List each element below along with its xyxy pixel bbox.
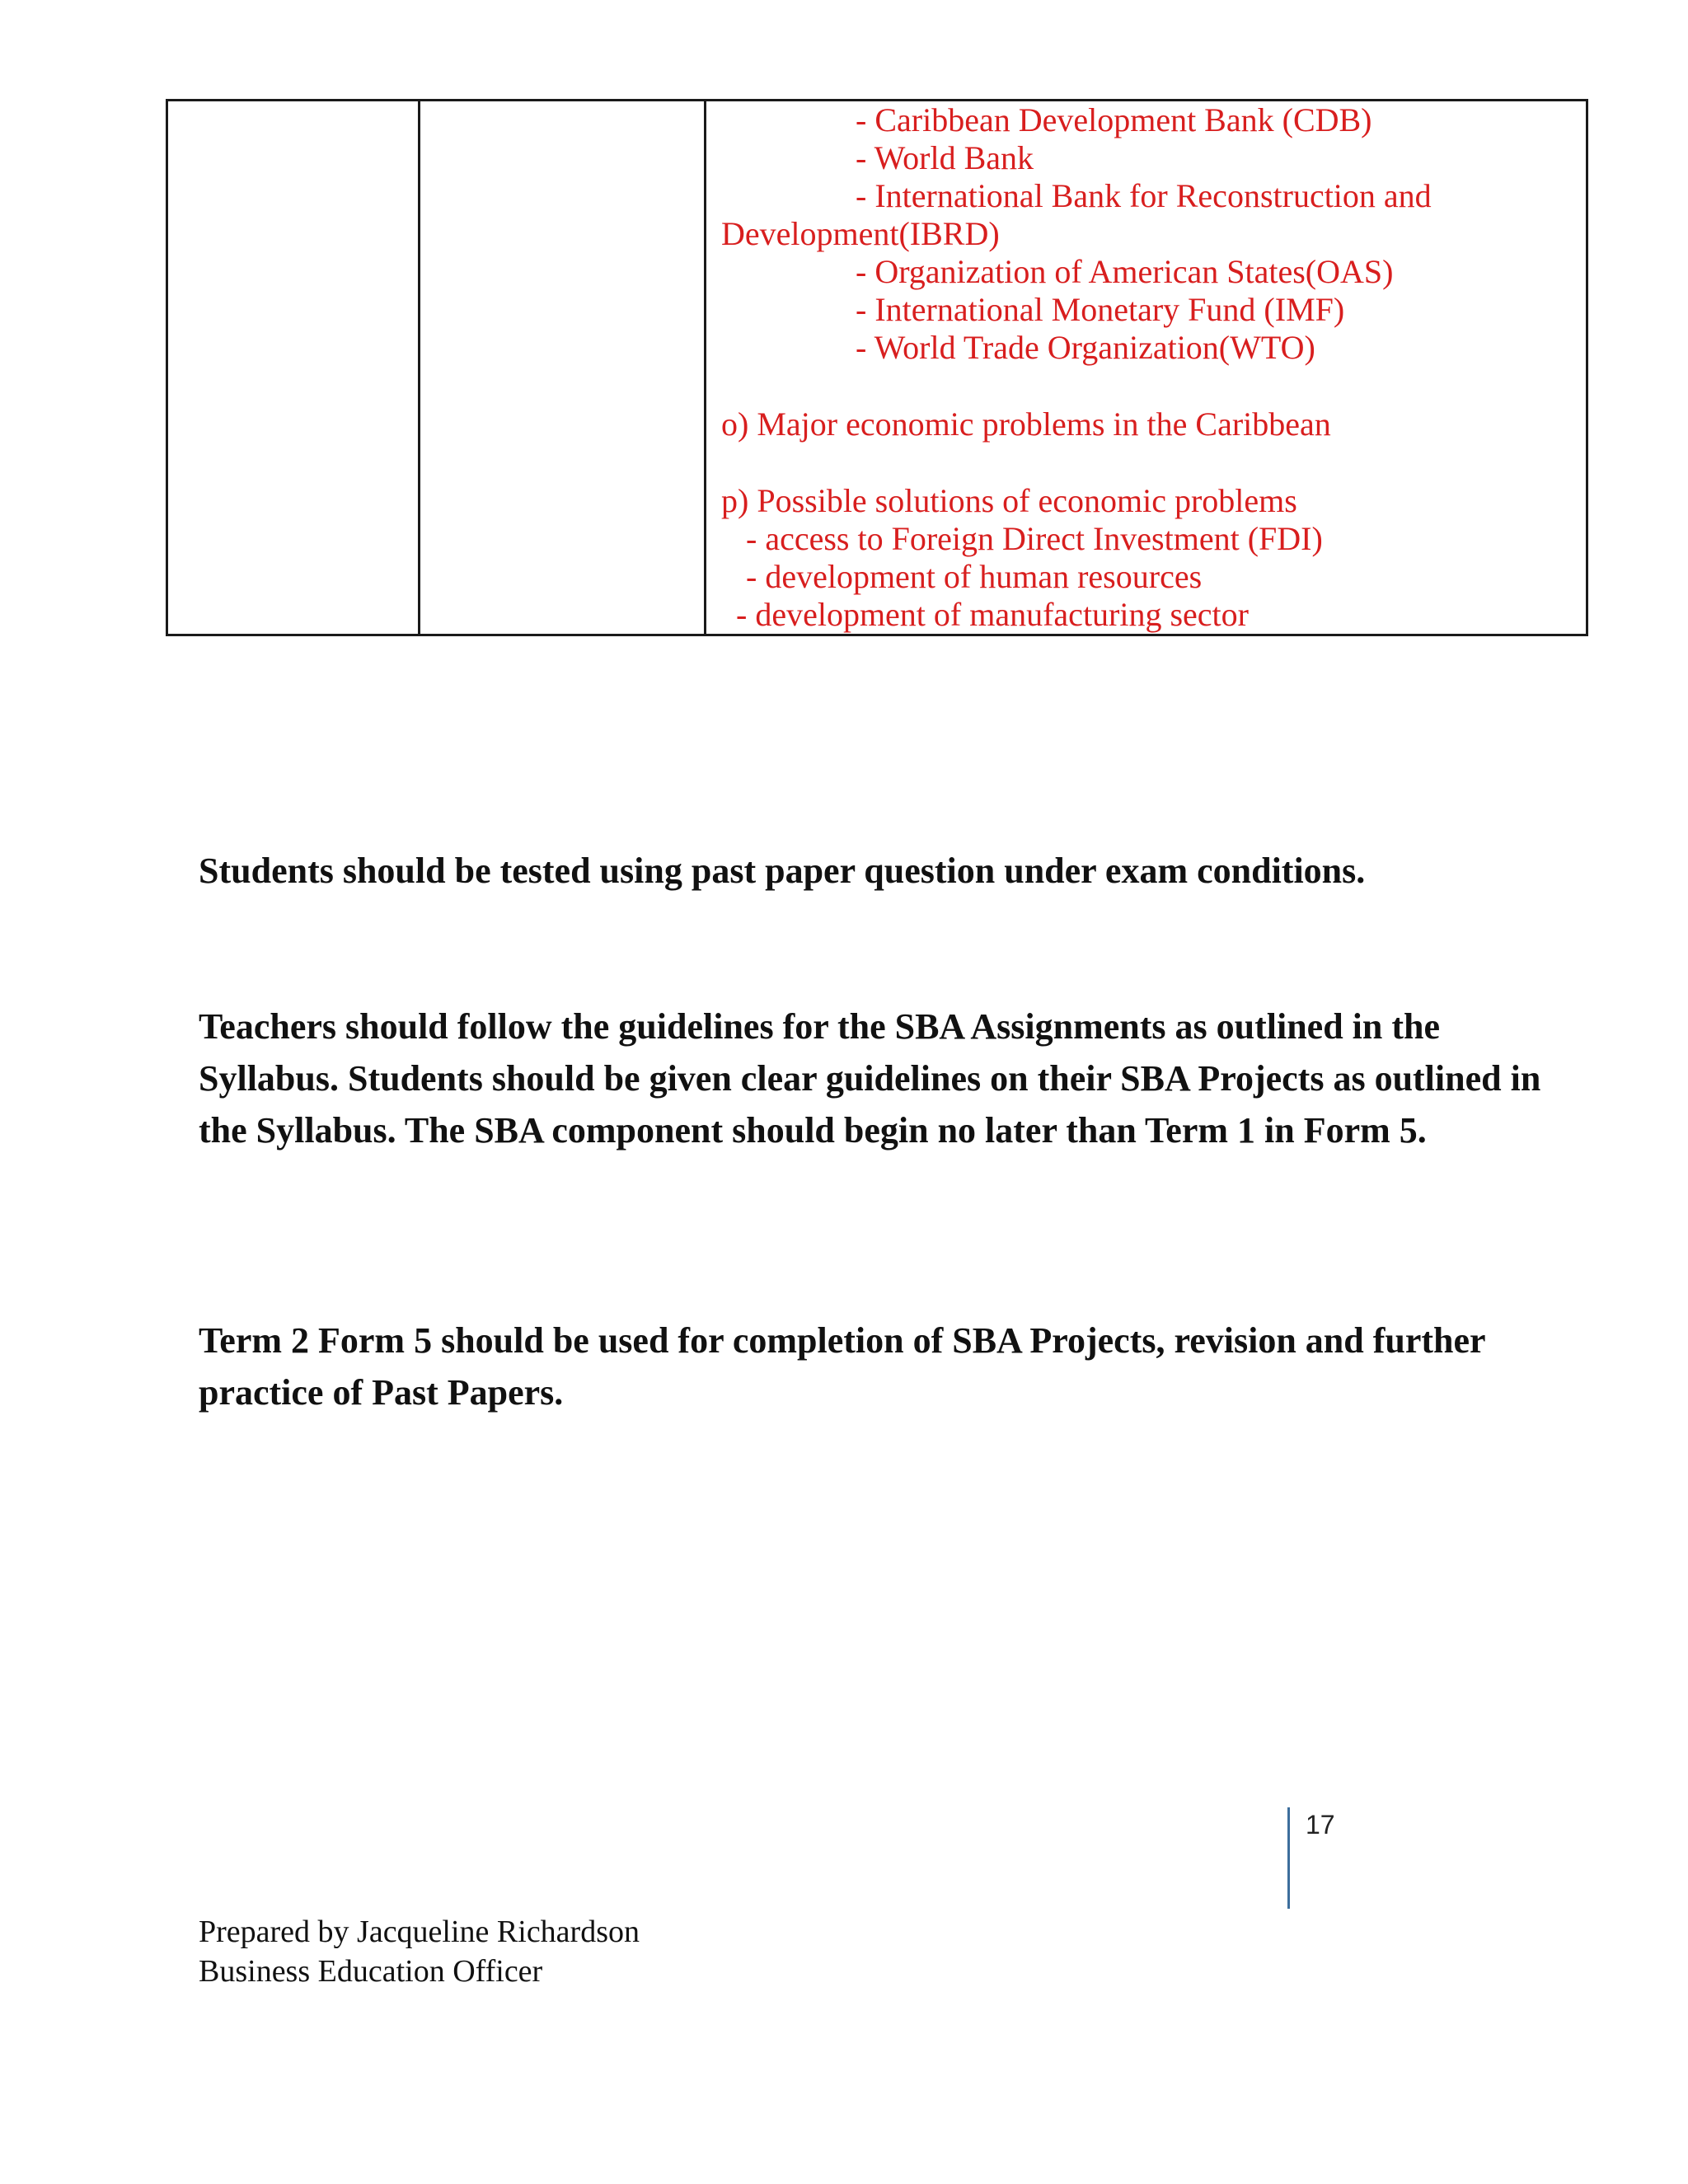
list-item: - Caribbean Development Bank (CDB) (856, 101, 1372, 138)
page-number-rule (1287, 1807, 1290, 1909)
list-item: - development of manufacturing sector (736, 596, 1249, 633)
table-column-divider (704, 101, 706, 634)
curriculum-table (166, 99, 1588, 636)
list-item: - access to Foreign Direct Investment (FDI) (746, 520, 1323, 557)
prepared-by: Prepared by Jacqueline Richardson (199, 1915, 640, 1949)
testing-paragraph: Students should be tested using past paper question under exam conditions. (199, 851, 1366, 891)
section-heading: p) Possible solutions of economic problems (721, 482, 1297, 519)
list-item: - development of human resources (746, 558, 1203, 595)
list-item: - International Bank for Reconstruction and (856, 177, 1432, 214)
author-role: Business Education Officer (199, 1954, 543, 1989)
list-item: - World Trade Organization(WTO) (856, 329, 1315, 366)
list-item: Development(IBRD) (721, 215, 1000, 252)
sba-guidelines-paragraph: Teachers should follow the guidelines for the SBA Assignments as outlined in the Syllabus. Students should be given clear guidelines on their SBA Projects as outlined in the Syllabus. The SBA component should begin no later than Term 1 in Form 5. (199, 1006, 1541, 1151)
page-number: 17 (1306, 1810, 1335, 1840)
term-two-paragraph: Term 2 Form 5 should be used for completion of SBA Projects, revision and further practice of Past Papers. (199, 1320, 1485, 1413)
footer (199, 1912, 640, 1991)
list-item: - International Monetary Fund (IMF) (856, 291, 1345, 328)
table-column-divider (418, 101, 420, 634)
section-heading: o) Major economic problems in the Caribbean (721, 405, 1331, 443)
list-item: - Organization of American States(OAS) (856, 253, 1394, 290)
list-item: - World Bank (856, 139, 1034, 176)
